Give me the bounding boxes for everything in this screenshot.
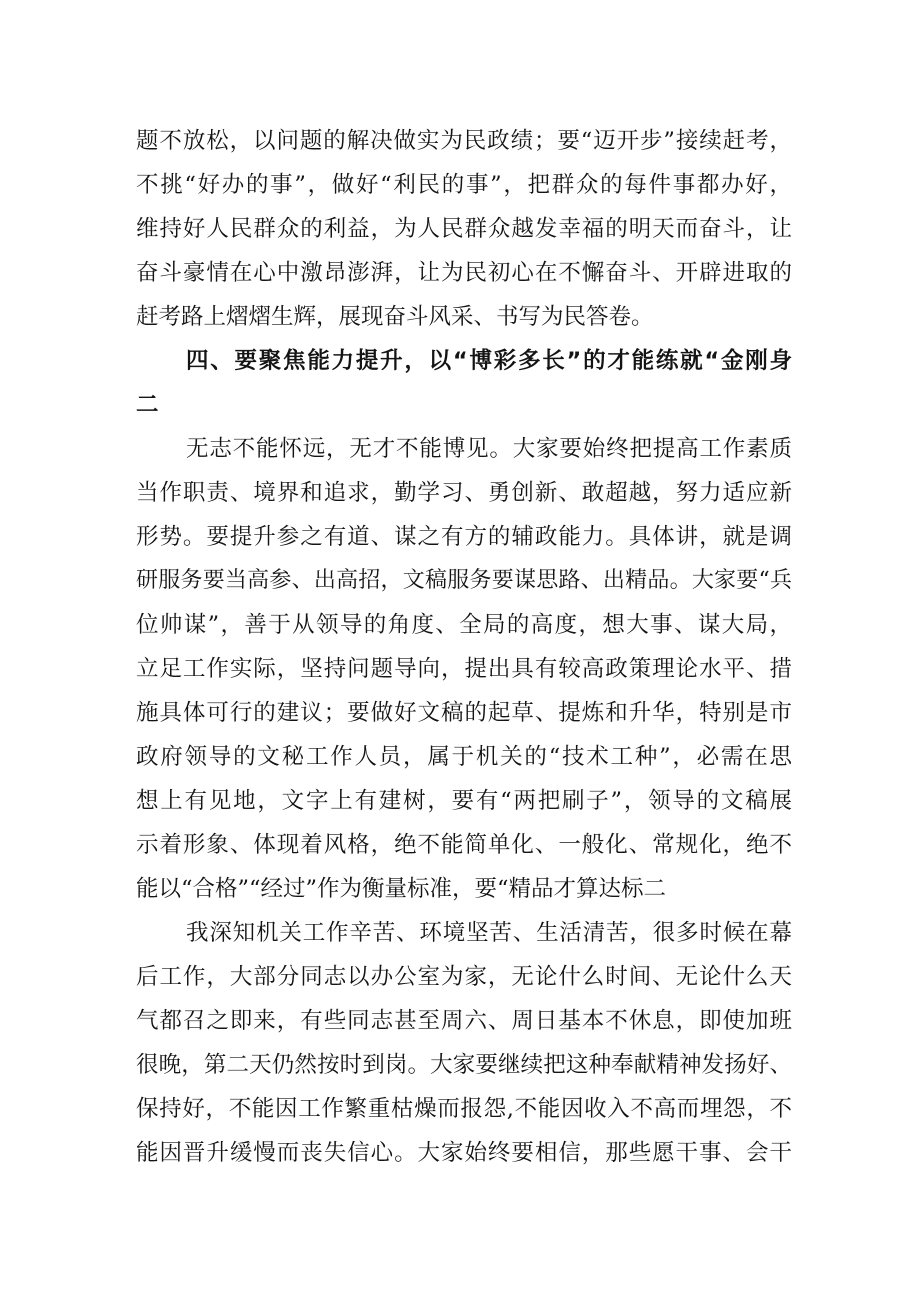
paragraph-line: 能以“合格”“经过”作为衡量标准，要“精品才算达标二 [136,876,667,902]
paragraph-line: 无志不能怀远，无才不能博见。大家要始终把提高工作素质 [186,436,792,462]
paragraph-line: 当作职责、境界和追求，勤学习、勇创新、敢超越，努力适应新 [136,480,792,506]
paragraph-line: 形势。要提升参之有道、谋之有方的辅政能力。具体讲，就是调 [136,524,792,550]
paragraph-line: 不挑“好办的事”，做好“利民的事”，把群众的每件事都办好， [136,172,792,198]
paragraph-line: 想上有见地，文字上有建树，要有“两把刷子”，领导的文稿展 [136,788,792,814]
paragraph-line: 后工作，大部分同志以办公室为家，无论什么时间、无论什么天 [136,964,792,990]
section-heading: 二 [136,392,159,418]
paragraph-line: 维持好人民群众的利益，为人民群众越发幸福的明天而奋斗，让 [136,216,792,242]
paragraph-line: 气都召之即来，有些同志甚至周六、周日基本不休息，即使加班 [136,1008,792,1034]
paragraph-line: 政府领导的文秘工作人员，属于机关的“技术工种”，必需在思 [136,744,792,770]
paragraph-line: 立足工作实际，坚持问题导向，提出具有较高政策理论水平、措 [136,656,792,682]
paragraph-line: 位帅谋”，善于从领导的角度、全局的高度，想大事、谋大局， [136,612,792,638]
paragraph-line: 赶考路上熠熠生辉，展现奋斗风采、书写为民答卷。 [136,304,654,330]
paragraph-line: 研服务要当高参、出高招，文稿服务要谋思路、出精品。大家要“兵 [136,568,792,593]
paragraph-line: 保持好，不能因工作繁重枯燥而报怨,不能因收入不高而埋怨，不 [136,1096,792,1122]
paragraph-line: 题不放松，以问题的解决做实为民政绩；要“迈开步”接续赶考， [136,128,792,154]
section-heading: 四、要聚焦能力提升，以“博彩多长”的才能练就“金刚身 [186,348,792,374]
paragraph-line: 能因晋升缓慢而丧失信心。大家始终要相信，那些愿干事、会干 [136,1140,792,1166]
paragraph-line: 示着形象、体现着风格，绝不能简单化、一般化、常规化，绝不 [136,832,792,858]
paragraph-line: 我深知机关工作辛苦、环境坚苦、生活清苦，很多时候在幕 [186,920,792,946]
paragraph-line: 奋斗豪情在心中激昂澎湃，让为民初心在不懈奋斗、开辟进取的 [136,260,792,286]
paragraph-line: 施具体可行的建议；要做好文稿的起草、提炼和升华，特别是市 [136,700,792,726]
paragraph-line: 很晚，第二天仍然按时到岗。大家要继续把这种奉献精神发扬好、 [136,1052,792,1078]
